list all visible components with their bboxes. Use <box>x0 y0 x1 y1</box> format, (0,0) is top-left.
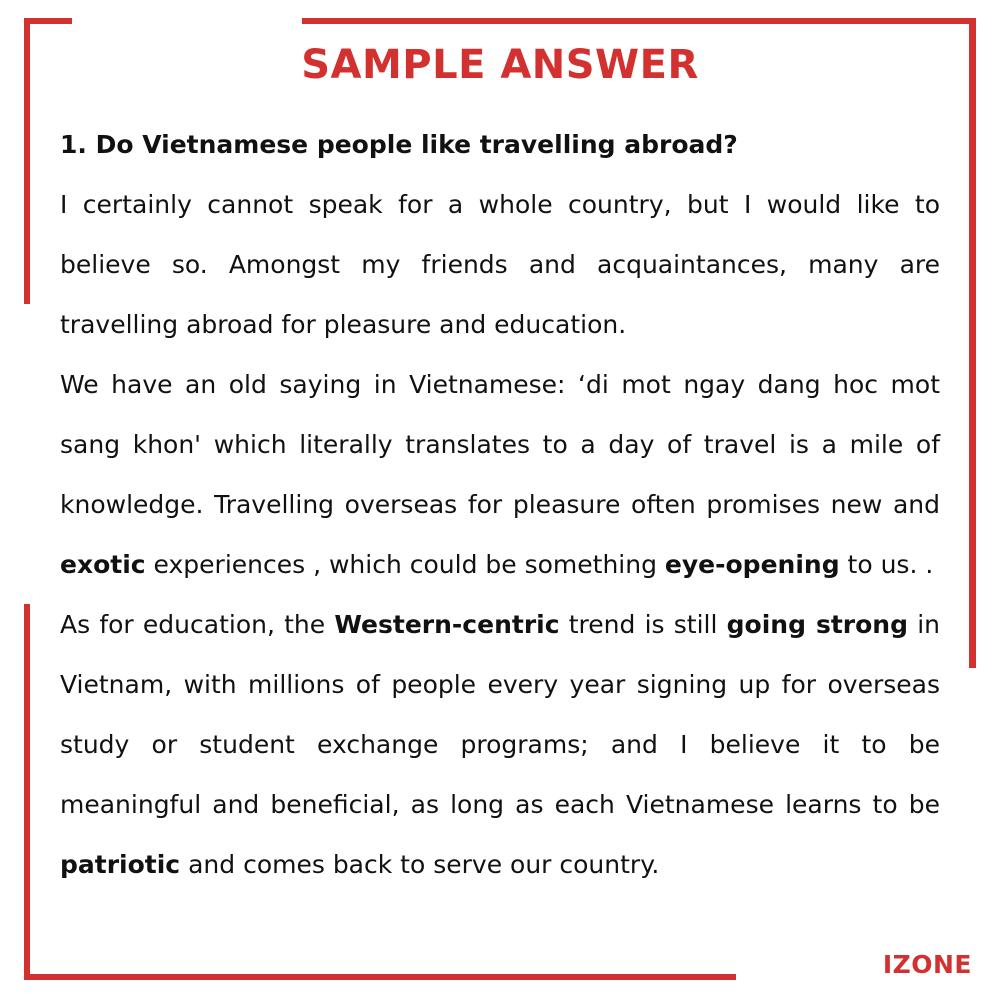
paragraph-2-text-2: experiences , which could be something <box>145 550 665 579</box>
brand-logo: IZONE <box>882 950 972 979</box>
paragraph-2-text-3: to us. . <box>839 550 934 579</box>
paragraph-2-text-1: We have an old saying in Vietnamese: ‘di mot ngay dang hoc mot sang khon' which literally translates to a day of travel is a mile of knowledge. Travelling overseas for pleasure often promises new and <box>60 370 940 519</box>
paragraph-1: I certainly cannot speak for a whole country, but I would like to believe so. Amongst my friends and acquaintances, many are travelling abroad for pleasure and education. <box>60 190 940 339</box>
frame-left-lower <box>24 604 30 980</box>
paragraph-3-text-2: trend is still <box>559 610 727 639</box>
frame-right <box>969 18 976 668</box>
frame-top-left <box>24 18 72 24</box>
paragraph-2 <box>60 355 940 595</box>
paragraph-3-text-4: and comes back to serve our country. <box>180 850 660 879</box>
keyword-exotic: exotic <box>60 550 146 579</box>
keyword-western-centric: Western-centric <box>334 610 560 639</box>
paragraph-3-text-1: As for education, the <box>60 610 335 639</box>
paragraph-3 <box>60 595 940 895</box>
question-heading: 1. Do Vietnamese people like travelling abroad? <box>60 130 738 159</box>
keyword-patriotic: patriotic <box>60 850 181 879</box>
keyword-eye-opening: eye-opening <box>664 550 840 579</box>
paragraph-3-text-3: in Vietnam, with millions of people every year signing up for overseas study or student exchange programs; and I believe it to be meaningful and beneficial, as long as each Vietnamese learns to be <box>60 610 940 819</box>
frame-top-right <box>302 18 976 24</box>
frame-bottom <box>24 974 736 980</box>
answer-content <box>60 115 940 895</box>
page-title: SAMPLE ANSWER <box>301 42 699 88</box>
keyword-going-strong: going strong <box>726 610 908 639</box>
